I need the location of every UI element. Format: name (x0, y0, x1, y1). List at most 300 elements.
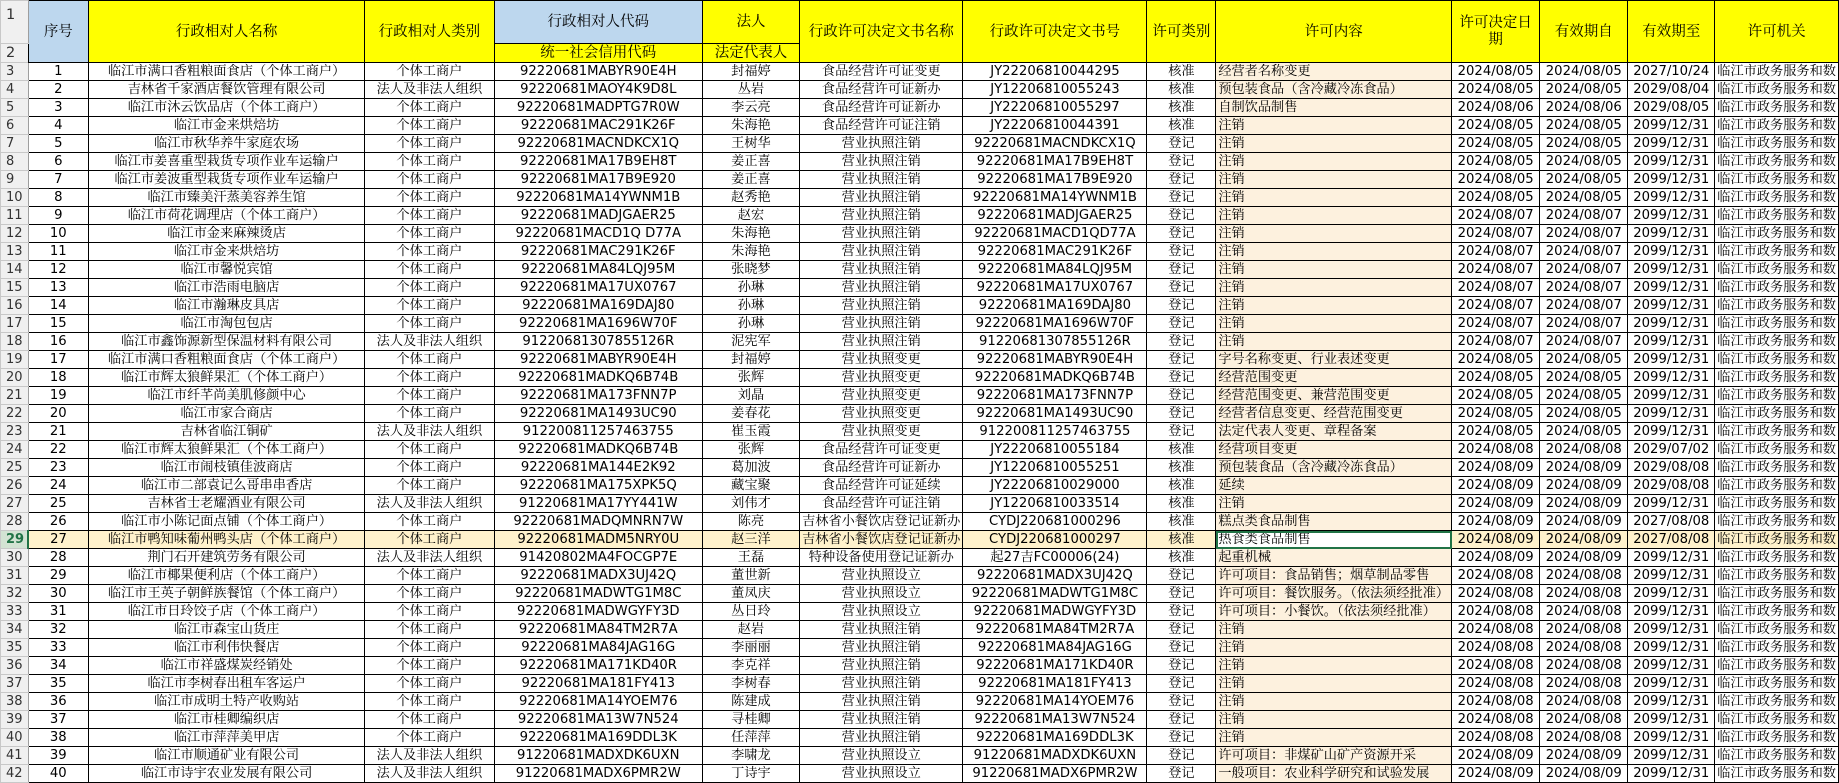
cell[interactable]: 朱海艳 (702, 225, 799, 243)
cell[interactable]: 2024/08/07 (1540, 333, 1628, 351)
cell[interactable]: 营业执照注销 (800, 333, 963, 351)
cell[interactable]: 2024/08/09 (1540, 747, 1628, 765)
cell[interactable]: 2024/08/08 (1540, 441, 1628, 459)
cell[interactable]: 2099/12/31 (1628, 135, 1715, 153)
cell[interactable]: 13 (28, 279, 89, 297)
cell[interactable]: 个体工商户 (365, 261, 495, 279)
cell[interactable]: 2024/08/07 (1540, 207, 1628, 225)
row-header[interactable]: 22 (1, 405, 29, 423)
column-header[interactable]: 行政许可决定文书号 (963, 1, 1147, 63)
cell[interactable]: 92220681MABYR90E4H (494, 351, 702, 369)
cell[interactable]: 92220681MADKQ6B74B (963, 369, 1147, 387)
cell[interactable]: 19 (28, 387, 89, 405)
cell[interactable]: 2099/12/31 (1628, 171, 1715, 189)
cell[interactable]: 经营者名称变更 (1216, 63, 1452, 81)
cell[interactable]: 经营范围变更、兼营范围变更 (1216, 387, 1452, 405)
cell[interactable]: 吉林省小餐饮店登记证新办 (800, 531, 963, 549)
cell[interactable]: 核准 (1147, 549, 1216, 567)
cell[interactable]: 临江市政务服务和数 (1715, 477, 1839, 495)
cell[interactable]: 2024/08/05 (1540, 387, 1628, 405)
cell[interactable]: 2099/12/31 (1628, 225, 1715, 243)
cell[interactable]: 临江市荷花调理店（个体工商户） (89, 207, 365, 225)
cell[interactable]: 临江市政务服务和数 (1715, 153, 1839, 171)
column-header[interactable]: 法人 (702, 1, 799, 44)
column-subheader[interactable]: 统一社会信用代码 (494, 44, 702, 63)
cell[interactable]: 2099/12/31 (1628, 243, 1715, 261)
cell[interactable]: 临江市椰果便利店（个体工商户） (89, 567, 365, 585)
cell[interactable]: 登记 (1147, 171, 1216, 189)
cell[interactable]: 一般项目：农业科学研究和试验发展 (1216, 765, 1452, 783)
cell[interactable]: 临江市二部袁记么哥串串香店 (89, 477, 365, 495)
cell[interactable]: 92220681MA84LQJ95M (494, 261, 702, 279)
cell[interactable]: 法人及非法人组织 (365, 495, 495, 513)
cell[interactable]: 临江市臻美汗蒸美容养生馆 (89, 189, 365, 207)
row-header[interactable]: 3 (1, 63, 29, 81)
cell[interactable]: 2099/12/31 (1628, 297, 1715, 315)
cell[interactable]: 2099/12/31 (1628, 549, 1715, 567)
cell[interactable]: 注销 (1216, 243, 1452, 261)
cell[interactable]: 2024/08/09 (1452, 531, 1540, 549)
cell[interactable]: 法人及非法人组织 (365, 747, 495, 765)
row-header[interactable]: 39 (1, 711, 29, 729)
cell[interactable]: 2029/08/04 (1628, 81, 1715, 99)
cell[interactable]: 登记 (1147, 225, 1216, 243)
cell[interactable]: 临江市政务服务和数 (1715, 117, 1839, 135)
row-header[interactable]: 19 (1, 351, 29, 369)
cell[interactable]: 注销 (1216, 279, 1452, 297)
cell[interactable]: 1 (28, 63, 89, 81)
row-header[interactable]: 26 (1, 477, 29, 495)
cell[interactable]: 丛岩 (702, 81, 799, 99)
cell[interactable]: 2024/08/08 (1452, 585, 1540, 603)
cell[interactable]: 20 (28, 405, 89, 423)
cell[interactable]: 营业执照注销 (800, 135, 963, 153)
cell[interactable]: 92220681MACD1QD77A (963, 225, 1147, 243)
cell[interactable]: 张辉 (702, 441, 799, 459)
cell[interactable]: 2024/08/07 (1540, 297, 1628, 315)
cell[interactable]: 2099/12/31 (1628, 279, 1715, 297)
cell[interactable]: 2099/12/31 (1628, 117, 1715, 135)
cell[interactable]: 营业执照注销 (800, 189, 963, 207)
cell[interactable]: 预包装食品（含冷藏冷冻食品） (1216, 459, 1452, 477)
cell[interactable]: 食品经营许可证注销 (800, 495, 963, 513)
cell[interactable]: JY22206810029000 (963, 477, 1147, 495)
cell[interactable]: 26 (28, 513, 89, 531)
row-header[interactable]: 2 (1, 44, 29, 63)
cell[interactable]: 92220681MADWGYFY3D (494, 603, 702, 621)
cell[interactable]: 个体工商户 (365, 693, 495, 711)
cell[interactable]: 92220681MA169DDL3K (494, 729, 702, 747)
cell[interactable]: 临江市政务服务和数 (1715, 549, 1839, 567)
cell[interactable]: 临江市政务服务和数 (1715, 81, 1839, 99)
cell[interactable]: 营业执照注销 (800, 207, 963, 225)
cell[interactable]: 2024/08/06 (1452, 99, 1540, 117)
cell[interactable]: 92220681MA173FNN7P (963, 387, 1147, 405)
cell[interactable]: 注销 (1216, 711, 1452, 729)
cell[interactable]: 营业执照设立 (800, 765, 963, 783)
cell[interactable]: 临江市沐云饮品店（个体工商户） (89, 99, 365, 117)
cell[interactable]: 92220681MA84TM2R7A (494, 621, 702, 639)
cell[interactable]: 登记 (1147, 585, 1216, 603)
cell[interactable]: 营业执照注销 (800, 243, 963, 261)
cell[interactable]: 92220681MA1696W70F (963, 315, 1147, 333)
column-header[interactable]: 许可机关 (1715, 1, 1839, 63)
cell[interactable]: 食品经营许可证变更 (800, 63, 963, 81)
cell[interactable]: 2029/08/08 (1628, 477, 1715, 495)
cell[interactable]: 33 (28, 639, 89, 657)
cell[interactable]: 91220681307855126R (963, 333, 1147, 351)
cell[interactable]: 营业执照注销 (800, 675, 963, 693)
cell[interactable]: 封福婷 (702, 351, 799, 369)
cell[interactable]: 注销 (1216, 495, 1452, 513)
cell[interactable]: 临江市纤芊尚美肌修颜中心 (89, 387, 365, 405)
cell[interactable]: 注销 (1216, 315, 1452, 333)
row-header[interactable]: 25 (1, 459, 29, 477)
cell[interactable]: 个体工商户 (365, 135, 495, 153)
row-header[interactable]: 24 (1, 441, 29, 459)
cell[interactable]: JY12206810033514 (963, 495, 1147, 513)
cell[interactable]: 2024/08/09 (1540, 477, 1628, 495)
cell[interactable]: 2024/08/08 (1540, 585, 1628, 603)
cell[interactable]: 临江市政务服务和数 (1715, 729, 1839, 747)
cell[interactable]: 登记 (1147, 153, 1216, 171)
cell[interactable]: 食品经营许可证新办 (800, 99, 963, 117)
cell[interactable]: 92220681MA1493UC90 (494, 405, 702, 423)
cell[interactable]: 2029/08/05 (1628, 99, 1715, 117)
cell[interactable]: 40 (28, 765, 89, 783)
cell[interactable]: 个体工商户 (365, 477, 495, 495)
row-header[interactable]: 31 (1, 567, 29, 585)
cell[interactable]: 个体工商户 (365, 99, 495, 117)
cell[interactable]: 临江市政务服务和数 (1715, 225, 1839, 243)
cell[interactable]: 92220681MA181FY413 (963, 675, 1147, 693)
cell[interactable]: 营业执照注销 (800, 171, 963, 189)
cell[interactable]: 临江市政务服务和数 (1715, 675, 1839, 693)
cell[interactable]: 临江市政务服务和数 (1715, 495, 1839, 513)
cell[interactable]: 临江市政务服务和数 (1715, 405, 1839, 423)
cell[interactable]: 李云亮 (702, 99, 799, 117)
cell[interactable]: 2024/08/07 (1540, 225, 1628, 243)
cell[interactable]: 吉林省临江铜矿 (89, 423, 365, 441)
cell[interactable]: 临江市政务服务和数 (1715, 567, 1839, 585)
cell[interactable]: 营业执照注销 (800, 261, 963, 279)
cell[interactable]: 营业执照注销 (800, 153, 963, 171)
cell[interactable]: 核准 (1147, 477, 1216, 495)
cell[interactable]: 92220681MA14YOEM76 (494, 693, 702, 711)
cell[interactable]: 李克祥 (702, 657, 799, 675)
cell[interactable]: 丁诗宇 (702, 765, 799, 783)
column-header[interactable]: 许可类别 (1147, 1, 1216, 63)
cell[interactable]: 2024/08/08 (1452, 729, 1540, 747)
cell[interactable]: 个体工商户 (365, 729, 495, 747)
cell[interactable]: 31 (28, 603, 89, 621)
cell[interactable]: 营业执照变更 (800, 387, 963, 405)
cell[interactable]: 临江市馨悦宾馆 (89, 261, 365, 279)
row-header[interactable]: 42 (1, 765, 29, 783)
cell[interactable]: 92220681MA84TM2R7A (963, 621, 1147, 639)
cell[interactable]: 2024/08/09 (1452, 513, 1540, 531)
cell[interactable]: 2024/08/05 (1540, 117, 1628, 135)
cell[interactable]: 预包装食品（含冷藏冷冻食品） (1216, 81, 1452, 99)
cell[interactable]: 92220681MA171KD40R (494, 657, 702, 675)
cell[interactable]: 个体工商户 (365, 405, 495, 423)
cell[interactable]: JY22206810044295 (963, 63, 1147, 81)
cell[interactable]: 许可项目：非煤矿山矿产资源开采 (1216, 747, 1452, 765)
cell[interactable]: 临江市浩雨电脑店 (89, 279, 365, 297)
cell[interactable]: 临江市政务服务和数 (1715, 621, 1839, 639)
cell[interactable]: 登记 (1147, 279, 1216, 297)
cell[interactable]: 92220681MA181FY413 (494, 675, 702, 693)
cell[interactable]: 92220681MA171KD40R (963, 657, 1147, 675)
cell[interactable]: 登记 (1147, 657, 1216, 675)
cell[interactable]: 30 (28, 585, 89, 603)
cell[interactable]: 注销 (1216, 153, 1452, 171)
cell[interactable]: 2024/08/05 (1452, 117, 1540, 135)
cell[interactable]: 2024/08/07 (1540, 261, 1628, 279)
cell[interactable]: 登记 (1147, 333, 1216, 351)
row-header[interactable]: 32 (1, 585, 29, 603)
cell[interactable]: 孙琳 (702, 297, 799, 315)
cell[interactable]: 临江市政务服务和数 (1715, 351, 1839, 369)
cell[interactable]: 核准 (1147, 513, 1216, 531)
cell[interactable]: 营业执照注销 (800, 297, 963, 315)
row-header[interactable]: 20 (1, 369, 29, 387)
cell[interactable]: 2024/08/06 (1540, 99, 1628, 117)
cell[interactable]: 3 (28, 99, 89, 117)
cell[interactable]: 个体工商户 (365, 531, 495, 549)
cell[interactable]: 赵三洋 (702, 531, 799, 549)
cell[interactable]: 92220681MA1696W70F (494, 315, 702, 333)
cell[interactable]: 28 (28, 549, 89, 567)
cell[interactable]: 2024/08/07 (1452, 207, 1540, 225)
cell[interactable]: 营业执照注销 (800, 621, 963, 639)
cell[interactable]: 2024/08/08 (1452, 441, 1540, 459)
cell[interactable]: 36 (28, 693, 89, 711)
cell[interactable]: 37 (28, 711, 89, 729)
cell[interactable]: 临江市政务服务和数 (1715, 243, 1839, 261)
cell[interactable]: 赵岩 (702, 621, 799, 639)
cell[interactable]: 吉林省士老耀酒业有限公司 (89, 495, 365, 513)
cell[interactable]: 2024/08/09 (1452, 747, 1540, 765)
row-header[interactable]: 9 (1, 171, 29, 189)
cell[interactable]: 临江市政务服务和数 (1715, 441, 1839, 459)
cell[interactable]: 2029/07/02 (1628, 441, 1715, 459)
cell[interactable]: 个体工商户 (365, 657, 495, 675)
cell[interactable]: 朱海艳 (702, 243, 799, 261)
cell[interactable]: JY12206810055243 (963, 81, 1147, 99)
cell[interactable]: 92220681MADJGAER25 (494, 207, 702, 225)
cell[interactable]: 朱海艳 (702, 117, 799, 135)
cell[interactable]: 吉林省千家酒店餐饮管理有限公司 (89, 81, 365, 99)
cell[interactable]: 92220681MADM5NRY0U (494, 531, 702, 549)
cell[interactable]: 2024/08/09 (1540, 459, 1628, 477)
row-header[interactable]: 35 (1, 639, 29, 657)
cell[interactable]: 7 (28, 171, 89, 189)
cell[interactable]: 吉林省小餐饮店登记证新办 (800, 513, 963, 531)
cell[interactable]: 912200811257463755 (494, 423, 702, 441)
cell[interactable]: 91220681MADX6PMR2W (963, 765, 1147, 783)
cell[interactable]: 临江市政务服务和数 (1715, 315, 1839, 333)
cell[interactable]: 2099/12/31 (1628, 675, 1715, 693)
cell[interactable]: 6 (28, 153, 89, 171)
cell[interactable]: 2024/08/05 (1452, 153, 1540, 171)
cell[interactable]: 营业执照变更 (800, 405, 963, 423)
cell[interactable]: 2024/08/05 (1540, 423, 1628, 441)
cell[interactable]: 食品经营许可证变更 (800, 441, 963, 459)
cell[interactable]: 个体工商户 (365, 513, 495, 531)
cell[interactable]: 92220681MA169DAJ80 (494, 297, 702, 315)
cell[interactable]: 12 (28, 261, 89, 279)
row-header[interactable]: 8 (1, 153, 29, 171)
column-subheader[interactable]: 法定代表人 (702, 44, 799, 63)
cell[interactable]: 临江市顺通矿业有限公司 (89, 747, 365, 765)
cell[interactable]: 2024/08/08 (1452, 675, 1540, 693)
cell[interactable]: 2024/08/07 (1452, 279, 1540, 297)
cell[interactable]: 92220681MA84JAG16G (963, 639, 1147, 657)
cell[interactable]: 临江市政务服务和数 (1715, 531, 1839, 549)
cell[interactable]: 个体工商户 (365, 351, 495, 369)
cell[interactable]: 临江市政务服务和数 (1715, 261, 1839, 279)
cell[interactable]: 赵宏 (702, 207, 799, 225)
cell[interactable]: 临江市政务服务和数 (1715, 513, 1839, 531)
cell[interactable]: 92220681MADWGYFY3D (963, 603, 1147, 621)
cell[interactable]: JY22206810044391 (963, 117, 1147, 135)
cell[interactable]: 个体工商户 (365, 567, 495, 585)
cell[interactable]: 经营项目变更 (1216, 441, 1452, 459)
cell[interactable]: CYDJ220681000297 (963, 531, 1147, 549)
cell[interactable]: 登记 (1147, 711, 1216, 729)
cell[interactable]: 起重机械 (1216, 549, 1452, 567)
cell[interactable]: 核准 (1147, 117, 1216, 135)
cell[interactable]: 登记 (1147, 765, 1216, 783)
cell[interactable]: 个体工商户 (365, 225, 495, 243)
column-header[interactable]: 有效期自 (1540, 1, 1628, 63)
cell[interactable]: 2024/08/08 (1540, 639, 1628, 657)
cell[interactable]: 92220681MAOY4K9D8L (494, 81, 702, 99)
cell[interactable]: 21 (28, 423, 89, 441)
cell[interactable]: 22 (28, 441, 89, 459)
cell[interactable]: 王树华 (702, 135, 799, 153)
cell[interactable]: 临江市政务服务和数 (1715, 297, 1839, 315)
cell[interactable]: 临江市政务服务和数 (1715, 207, 1839, 225)
cell[interactable]: 临江市萍萍美甲店 (89, 729, 365, 747)
cell[interactable]: 2024/08/07 (1452, 261, 1540, 279)
column-header[interactable]: 许可决定日期 (1452, 1, 1540, 63)
cell[interactable]: 17 (28, 351, 89, 369)
cell[interactable]: 注销 (1216, 225, 1452, 243)
cell[interactable]: 延续 (1216, 477, 1452, 495)
cell[interactable]: 临江市政务服务和数 (1715, 99, 1839, 117)
cell[interactable]: 营业执照变更 (800, 369, 963, 387)
cell[interactable]: 营业执照注销 (800, 657, 963, 675)
cell[interactable]: 个体工商户 (365, 297, 495, 315)
cell[interactable]: 临江市姜波重型栽货专项作业车运输户 (89, 171, 365, 189)
cell[interactable]: 个体工商户 (365, 711, 495, 729)
cell[interactable]: 25 (28, 495, 89, 513)
cell[interactable]: 2024/08/05 (1540, 63, 1628, 81)
cell[interactable]: 临江市政务服务和数 (1715, 63, 1839, 81)
cell[interactable]: 个体工商户 (365, 639, 495, 657)
cell[interactable]: 27 (28, 531, 89, 549)
cell[interactable]: 2024/08/07 (1452, 243, 1540, 261)
row-header[interactable]: 27 (1, 495, 29, 513)
row-header[interactable]: 29 (1, 531, 29, 549)
cell[interactable]: 核准 (1147, 63, 1216, 81)
cell[interactable]: 2024/08/05 (1452, 63, 1540, 81)
row-header[interactable]: 5 (1, 99, 29, 117)
cell[interactable]: 92220681MA17B9E920 (494, 171, 702, 189)
cell[interactable]: 35 (28, 675, 89, 693)
cell[interactable]: 法人及非法人组织 (365, 423, 495, 441)
cell[interactable]: 陈亮 (702, 513, 799, 531)
cell[interactable]: 糕点类食品制售 (1216, 513, 1452, 531)
cell[interactable]: 登记 (1147, 639, 1216, 657)
cell[interactable]: 临江市姜喜重型栽货专项作业车运输户 (89, 153, 365, 171)
cell[interactable]: 2024/08/05 (1452, 423, 1540, 441)
cell[interactable]: 2099/12/31 (1628, 261, 1715, 279)
cell[interactable]: 2099/12/31 (1628, 207, 1715, 225)
cell[interactable]: 刘伟才 (702, 495, 799, 513)
cell[interactable]: 个体工商户 (365, 63, 495, 81)
row-header[interactable]: 7 (1, 135, 29, 153)
cell[interactable]: 2024/08/05 (1452, 135, 1540, 153)
cell[interactable]: 39 (28, 747, 89, 765)
cell[interactable]: 核准 (1147, 441, 1216, 459)
cell[interactable]: 91220681MADX6PMR2W (494, 765, 702, 783)
cell[interactable]: 2 (28, 81, 89, 99)
cell[interactable]: 法人及非法人组织 (365, 549, 495, 567)
cell[interactable]: 丛日玲 (702, 603, 799, 621)
cell[interactable]: 92220681MA14YWNM1B (494, 189, 702, 207)
cell[interactable]: 临江市日玲饺子店（个体工商户） (89, 603, 365, 621)
cell[interactable]: 登记 (1147, 675, 1216, 693)
cell[interactable]: 个体工商户 (365, 441, 495, 459)
cell[interactable]: 临江市政务服务和数 (1715, 693, 1839, 711)
cell[interactable]: 登记 (1147, 351, 1216, 369)
cell[interactable]: 2024/08/09 (1452, 495, 1540, 513)
cell[interactable]: 92220681MACNDKCX1Q (963, 135, 1147, 153)
cell[interactable]: 92220681MA1493UC90 (963, 405, 1147, 423)
cell[interactable]: 临江市政务服务和数 (1715, 765, 1839, 783)
cell[interactable]: 营业执照变更 (800, 351, 963, 369)
cell[interactable]: 营业执照注销 (800, 711, 963, 729)
cell[interactable]: 2099/12/31 (1628, 603, 1715, 621)
cell[interactable]: 2024/08/05 (1540, 369, 1628, 387)
cell[interactable]: 注销 (1216, 693, 1452, 711)
cell[interactable]: 注销 (1216, 117, 1452, 135)
cell[interactable]: 法人及非法人组织 (365, 333, 495, 351)
row-header[interactable]: 36 (1, 657, 29, 675)
row-header[interactable]: 38 (1, 693, 29, 711)
cell[interactable]: 临江市森宝山货庄 (89, 621, 365, 639)
cell[interactable]: 注销 (1216, 621, 1452, 639)
cell[interactable]: 92220681MA17B9EH8T (963, 153, 1147, 171)
cell[interactable]: 2024/08/05 (1452, 189, 1540, 207)
row-header[interactable]: 30 (1, 549, 29, 567)
row-header[interactable]: 14 (1, 261, 29, 279)
cell[interactable]: 92220681MACNDKCX1Q (494, 135, 702, 153)
cell[interactable]: 营业执照设立 (800, 585, 963, 603)
cell[interactable]: 营业执照注销 (800, 279, 963, 297)
cell[interactable]: 2024/08/09 (1540, 765, 1628, 783)
cell[interactable]: 2024/08/08 (1540, 711, 1628, 729)
cell[interactable]: 寻桂卿 (702, 711, 799, 729)
cell[interactable]: 92220681MA17B9E920 (963, 171, 1147, 189)
cell[interactable]: 2027/08/08 (1628, 513, 1715, 531)
cell[interactable]: 2024/08/09 (1540, 549, 1628, 567)
cell[interactable]: 封福婷 (702, 63, 799, 81)
cell[interactable]: 临江市鸭知味葡州鸭头店（个体工商户） (89, 531, 365, 549)
